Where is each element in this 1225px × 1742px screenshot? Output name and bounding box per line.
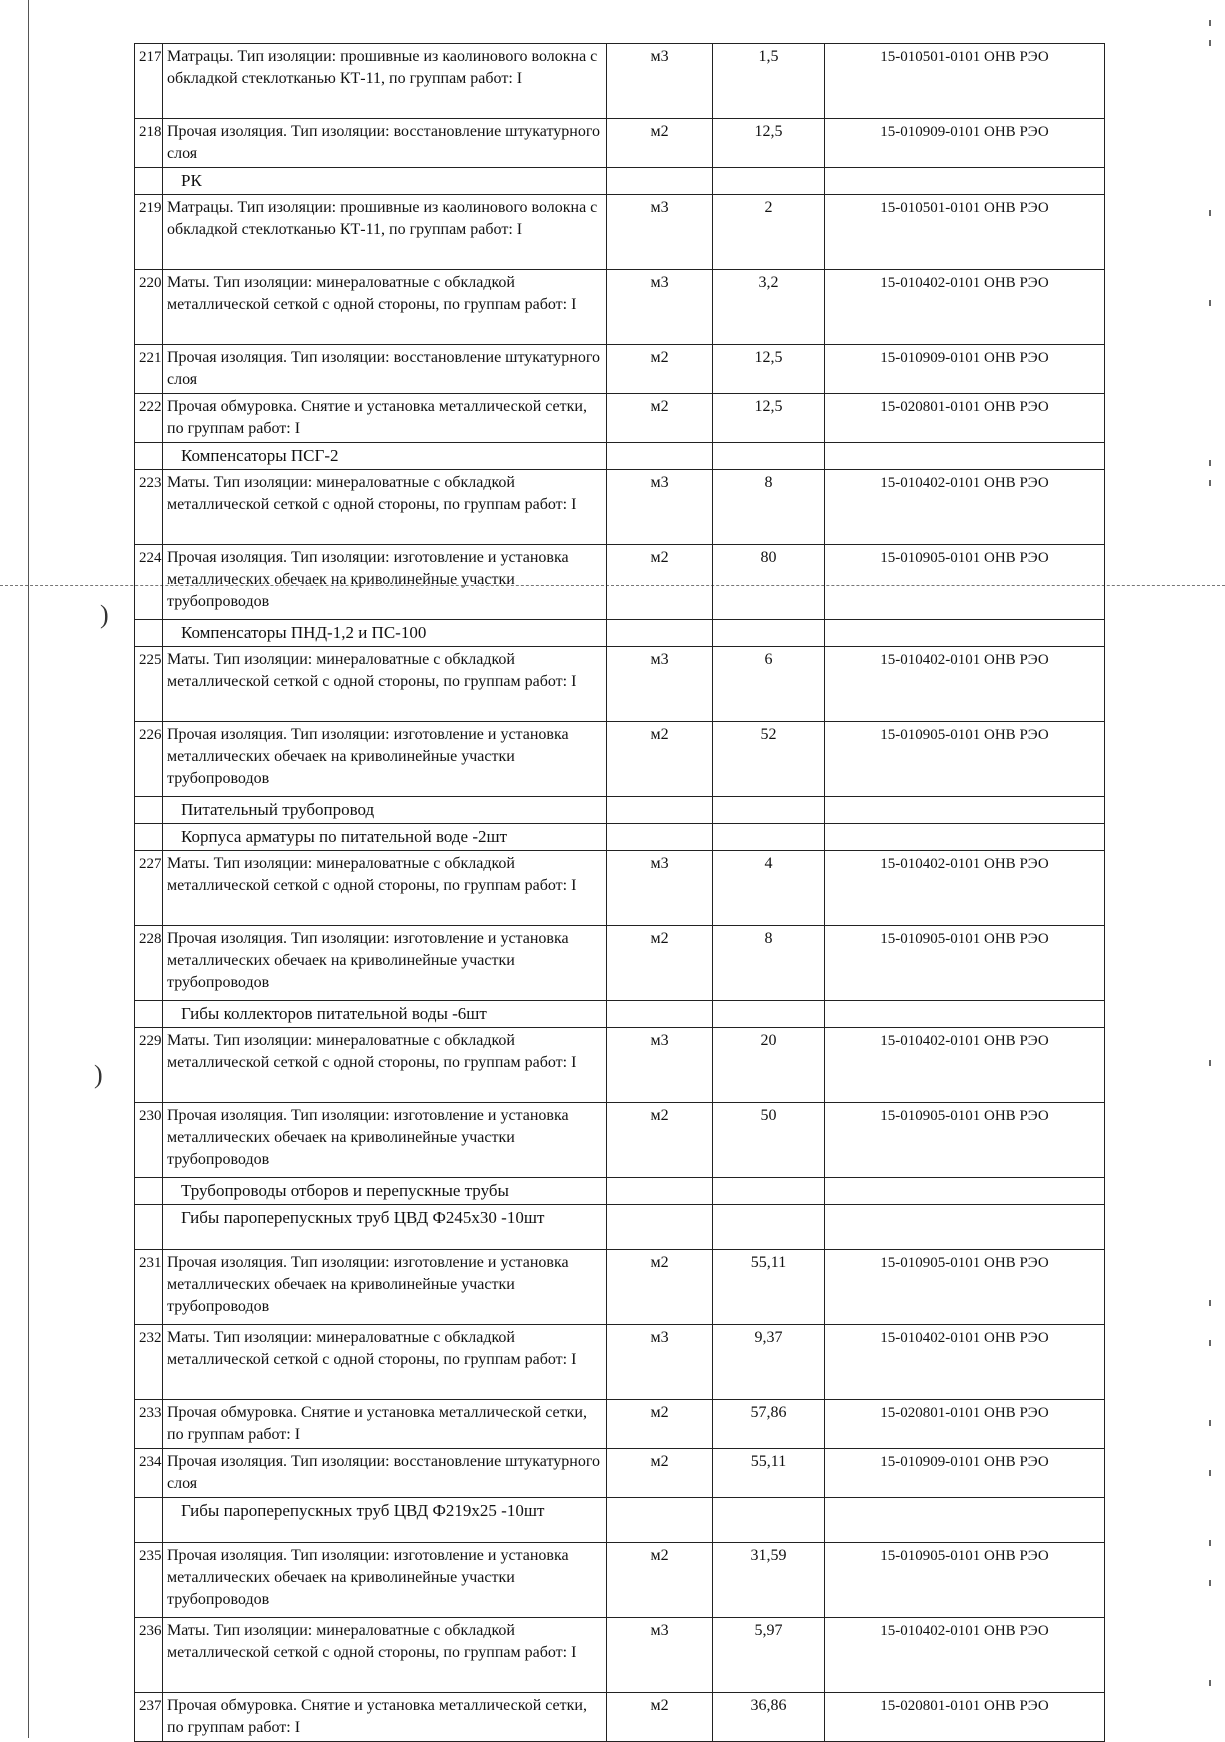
item-name: Матрацы. Тип изоляции: прошивные из каолинового волокна с обкладкой стеклотканью КТ-11, по группам работ: I (163, 44, 607, 119)
table-row (135, 1250, 1105, 1325)
section-code-cell (825, 1498, 1105, 1543)
item-name: Маты. Тип изоляции: минераловатные с обкладкой металлической сеткой с одной стороны, по группам работ: I (163, 270, 607, 345)
item-quantity: 12,5 (713, 394, 825, 443)
item-name: Прочая обмуровка. Снятие и установка металлической сетки, по группам работ: I (163, 1400, 607, 1449)
item-quantity: 9,37 (713, 1325, 825, 1400)
item-quantity: 12,5 (713, 119, 825, 168)
item-unit: м3 (607, 1325, 713, 1400)
table-row (135, 851, 1105, 926)
item-number: 231 (135, 1250, 163, 1325)
item-norm-code: 15-010402-0101 ОНВ РЭО (825, 1325, 1105, 1400)
item-name: Прочая изоляция. Тип изоляции: изготовление и установка металлических обечаек на криволинейные участки трубопроводов (163, 722, 607, 797)
section-qty-cell (713, 168, 825, 195)
section-num-cell (135, 1205, 163, 1250)
item-norm-code: 15-010909-0101 ОНВ РЭО (825, 119, 1105, 168)
section-row (135, 443, 1105, 470)
section-qty-cell (713, 443, 825, 470)
section-title: РК (163, 168, 607, 195)
item-number: 226 (135, 722, 163, 797)
section-title: Трубопроводы отборов и перепускные трубы (163, 1178, 607, 1205)
item-unit: м3 (607, 44, 713, 119)
item-unit: м2 (607, 1250, 713, 1325)
item-quantity: 55,11 (713, 1250, 825, 1325)
item-unit: м2 (607, 345, 713, 394)
section-qty-cell (713, 1498, 825, 1543)
section-row (135, 1001, 1105, 1028)
section-row (135, 1498, 1105, 1543)
item-quantity: 57,86 (713, 1400, 825, 1449)
section-num-cell (135, 824, 163, 851)
item-norm-code: 15-010905-0101 ОНВ РЭО (825, 1103, 1105, 1178)
section-unit-cell (607, 1205, 713, 1250)
item-number: 217 (135, 44, 163, 119)
item-quantity: 50 (713, 1103, 825, 1178)
item-name: Прочая изоляция. Тип изоляции: изготовление и установка металлических обечаек на криволинейные участки трубопроводов (163, 1103, 607, 1178)
item-norm-code: 15-010402-0101 ОНВ РЭО (825, 470, 1105, 545)
item-norm-code: 15-010501-0101 ОНВ РЭО (825, 195, 1105, 270)
item-name: Прочая изоляция. Тип изоляции: восстановление штукатурного слоя (163, 345, 607, 394)
item-norm-code: 15-020801-0101 ОНВ РЭО (825, 1693, 1105, 1742)
item-unit: м2 (607, 1543, 713, 1618)
section-row (135, 1205, 1105, 1250)
item-norm-code: 15-010905-0101 ОНВ РЭО (825, 545, 1105, 620)
section-unit-cell (607, 1498, 713, 1543)
item-quantity: 80 (713, 545, 825, 620)
item-norm-code: 15-010402-0101 ОНВ РЭО (825, 270, 1105, 345)
item-quantity: 8 (713, 926, 825, 1001)
table-row (135, 195, 1105, 270)
section-num-cell (135, 620, 163, 647)
item-unit: м3 (607, 1618, 713, 1693)
section-num-cell (135, 168, 163, 195)
scan-bracket-mark: ) (100, 600, 109, 629)
section-qty-cell (713, 1205, 825, 1250)
item-name: Маты. Тип изоляции: минераловатные с обкладкой металлической сеткой с одной стороны, по группам работ: I (163, 1618, 607, 1693)
item-unit: м2 (607, 545, 713, 620)
item-name: Прочая изоляция. Тип изоляции: изготовление и установка металлических обечаек на криволинейные участки трубопроводов (163, 926, 607, 1001)
section-unit-cell (607, 824, 713, 851)
item-number: 218 (135, 119, 163, 168)
item-quantity: 4 (713, 851, 825, 926)
section-code-cell (825, 1205, 1105, 1250)
table-row (135, 1449, 1105, 1498)
item-number: 221 (135, 345, 163, 394)
item-unit: м3 (607, 851, 713, 926)
table-row (135, 722, 1105, 797)
section-num-cell (135, 443, 163, 470)
item-unit: м2 (607, 394, 713, 443)
item-unit: м3 (607, 195, 713, 270)
item-unit: м3 (607, 647, 713, 722)
item-norm-code: 15-010905-0101 ОНВ РЭО (825, 926, 1105, 1001)
item-number: 235 (135, 1543, 163, 1618)
section-unit-cell (607, 620, 713, 647)
item-unit: м3 (607, 470, 713, 545)
item-unit: м2 (607, 1693, 713, 1742)
item-name: Прочая изоляция. Тип изоляции: изготовление и установка металлических обечаек на криволинейные участки трубопроводов (163, 1543, 607, 1618)
item-unit: м2 (607, 1449, 713, 1498)
table-row (135, 394, 1105, 443)
item-number: 237 (135, 1693, 163, 1742)
table-row (135, 345, 1105, 394)
section-qty-cell (713, 1178, 825, 1205)
section-title: Компенсаторы ПНД-1,2 и ПС-100 (163, 620, 607, 647)
item-quantity: 8 (713, 470, 825, 545)
table-row (135, 1028, 1105, 1103)
section-title: Компенсаторы ПСГ-2 (163, 443, 607, 470)
estimate-table-body (135, 44, 1105, 1742)
item-number: 234 (135, 1449, 163, 1498)
section-qty-cell (713, 824, 825, 851)
item-quantity: 31,59 (713, 1543, 825, 1618)
item-unit: м2 (607, 1103, 713, 1178)
item-name: Маты. Тип изоляции: минераловатные с обкладкой металлической сеткой с одной стороны, по группам работ: I (163, 1028, 607, 1103)
section-code-cell (825, 797, 1105, 824)
table-row (135, 1400, 1105, 1449)
section-code-cell (825, 1178, 1105, 1205)
item-name: Маты. Тип изоляции: минераловатные с обкладкой металлической сеткой с одной стороны, по группам работ: I (163, 1325, 607, 1400)
section-num-cell (135, 797, 163, 824)
section-num-cell (135, 1178, 163, 1205)
section-row (135, 168, 1105, 195)
section-unit-cell (607, 443, 713, 470)
section-title: Корпуса арматуры по питательной воде -2шт (163, 824, 607, 851)
item-number: 223 (135, 470, 163, 545)
table-row (135, 44, 1105, 119)
item-number: 227 (135, 851, 163, 926)
item-name: Прочая изоляция. Тип изоляции: изготовление и установка металлических обечаек на криволинейные участки трубопроводов (163, 1250, 607, 1325)
section-qty-cell (713, 620, 825, 647)
item-quantity: 1,5 (713, 44, 825, 119)
table-row (135, 1543, 1105, 1618)
page-margin-line (28, 0, 29, 1738)
table-row (135, 1103, 1105, 1178)
estimate-table (134, 43, 1105, 1742)
item-norm-code: 15-010501-0101 ОНВ РЭО (825, 44, 1105, 119)
item-norm-code: 15-010905-0101 ОНВ РЭО (825, 1250, 1105, 1325)
item-quantity: 3,2 (713, 270, 825, 345)
item-number: 232 (135, 1325, 163, 1400)
item-norm-code: 15-010905-0101 ОНВ РЭО (825, 722, 1105, 797)
item-name: Прочая обмуровка. Снятие и установка металлической сетки, по группам работ: I (163, 1693, 607, 1742)
section-code-cell (825, 168, 1105, 195)
item-norm-code: 15-010402-0101 ОНВ РЭО (825, 1618, 1105, 1693)
item-name: Прочая изоляция. Тип изоляции: восстановление штукатурного слоя (163, 1449, 607, 1498)
table-row (135, 1693, 1105, 1742)
item-quantity: 12,5 (713, 345, 825, 394)
item-number: 236 (135, 1618, 163, 1693)
section-code-cell (825, 824, 1105, 851)
item-norm-code: 15-010909-0101 ОНВ РЭО (825, 1449, 1105, 1498)
section-num-cell (135, 1498, 163, 1543)
item-number: 219 (135, 195, 163, 270)
item-name: Прочая изоляция. Тип изоляции: изготовление и установка металлических обечаек на криволинейные участки трубопроводов (163, 545, 607, 620)
item-name: Матрацы. Тип изоляции: прошивные из каолинового волокна с обкладкой стеклотканью КТ-11, по группам работ: I (163, 195, 607, 270)
scan-bracket-mark: ) (94, 1060, 103, 1089)
section-unit-cell (607, 168, 713, 195)
item-norm-code: 15-010402-0101 ОНВ РЭО (825, 647, 1105, 722)
item-norm-code: 15-020801-0101 ОНВ РЭО (825, 1400, 1105, 1449)
item-unit: м2 (607, 119, 713, 168)
section-code-cell (825, 620, 1105, 647)
item-number: 233 (135, 1400, 163, 1449)
item-number: 220 (135, 270, 163, 345)
section-qty-cell (713, 797, 825, 824)
table-row (135, 926, 1105, 1001)
table-row (135, 1325, 1105, 1400)
section-row (135, 620, 1105, 647)
item-unit: м3 (607, 270, 713, 345)
item-norm-code: 15-010905-0101 ОНВ РЭО (825, 1543, 1105, 1618)
item-name: Маты. Тип изоляции: минераловатные с обкладкой металлической сеткой с одной стороны, по группам работ: I (163, 470, 607, 545)
section-title: Гибы пароперепускных труб ЦВД Ф245х30 -10шт (163, 1205, 607, 1250)
section-title: Питательный трубопровод (163, 797, 607, 824)
item-number: 228 (135, 926, 163, 1001)
item-number: 225 (135, 647, 163, 722)
section-title: Гибы пароперепускных труб ЦВД Ф219х25 -10шт (163, 1498, 607, 1543)
section-row (135, 824, 1105, 851)
section-num-cell (135, 1001, 163, 1028)
item-norm-code: 15-010909-0101 ОНВ РЭО (825, 345, 1105, 394)
item-norm-code: 15-010402-0101 ОНВ РЭО (825, 851, 1105, 926)
scan-edge-marks (1205, 0, 1211, 1738)
item-name: Маты. Тип изоляции: минераловатные с обкладкой металлической сеткой с одной стороны, по группам работ: I (163, 647, 607, 722)
section-unit-cell (607, 797, 713, 824)
section-code-cell (825, 1001, 1105, 1028)
item-quantity: 6 (713, 647, 825, 722)
item-norm-code: 15-010402-0101 ОНВ РЭО (825, 1028, 1105, 1103)
item-quantity: 52 (713, 722, 825, 797)
item-quantity: 36,86 (713, 1693, 825, 1742)
item-quantity: 2 (713, 195, 825, 270)
table-row (135, 119, 1105, 168)
item-name: Маты. Тип изоляции: минераловатные с обкладкой металлической сеткой с одной стороны, по группам работ: I (163, 851, 607, 926)
item-unit: м3 (607, 1028, 713, 1103)
table-row (135, 270, 1105, 345)
section-code-cell (825, 443, 1105, 470)
section-row (135, 1178, 1105, 1205)
item-name: Прочая изоляция. Тип изоляции: восстановление штукатурного слоя (163, 119, 607, 168)
section-unit-cell (607, 1001, 713, 1028)
item-number: 224 (135, 545, 163, 620)
item-quantity: 20 (713, 1028, 825, 1103)
section-unit-cell (607, 1178, 713, 1205)
item-unit: м2 (607, 722, 713, 797)
item-norm-code: 15-020801-0101 ОНВ РЭО (825, 394, 1105, 443)
table-row (135, 647, 1105, 722)
table-row (135, 1618, 1105, 1693)
item-quantity: 5,97 (713, 1618, 825, 1693)
item-name: Прочая обмуровка. Снятие и установка металлической сетки, по группам работ: I (163, 394, 607, 443)
item-number: 229 (135, 1028, 163, 1103)
item-number: 230 (135, 1103, 163, 1178)
item-quantity: 55,11 (713, 1449, 825, 1498)
section-row (135, 797, 1105, 824)
item-unit: м2 (607, 926, 713, 1001)
section-qty-cell (713, 1001, 825, 1028)
section-title: Гибы коллекторов питательной воды -6шт (163, 1001, 607, 1028)
item-number: 222 (135, 394, 163, 443)
table-row (135, 545, 1105, 620)
item-unit: м2 (607, 1400, 713, 1449)
table-row (135, 470, 1105, 545)
